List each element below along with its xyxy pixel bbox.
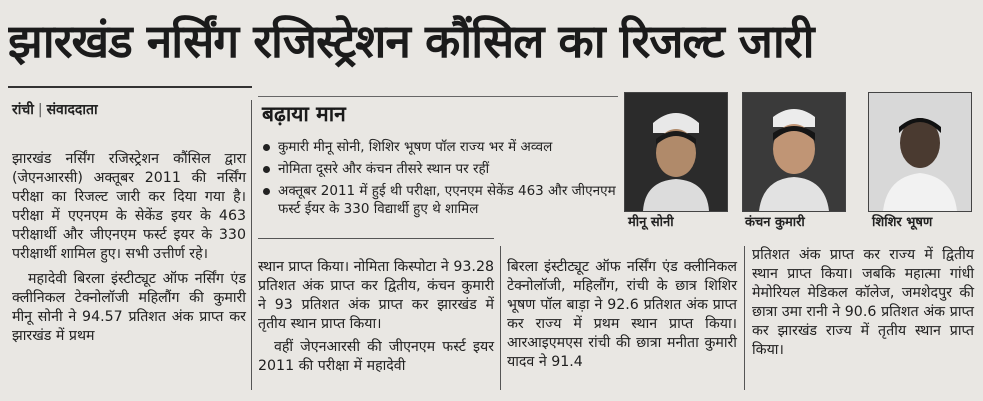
- article-paragraph: वहीं जेएनआरसी की जीएनएम फर्स्ट इयर 2011 की परीक्षा में महादेवी: [258, 339, 494, 374]
- caption-kanchan-kumari: कंचन कुमारी: [745, 215, 805, 230]
- byline-separator: |: [37, 102, 43, 118]
- article-paragraph: प्रतिशत अंक प्राप्त कर राज्य में द्वितीय स्थान प्राप्त किया। जबकि महात्मा गांधी मेमोरियल मेडिकल कॉलेज, जमशेदपुर की छात्रा उमा रानी ने 90.6 प्रतिशत अंक प्राप्त कर झारखंड राज्य में तृतीय स्थान प्राप्त किया।: [752, 247, 974, 358]
- highlight-item: अक्तूबर 2011 में हुई थी परीक्षा, एएनएम सेकेंड 463 और जीएनएम फर्स्ट ईयर के 330 विद्यार्थी हुए थे शामिल: [260, 182, 620, 218]
- column-divider: [500, 246, 501, 390]
- byline: [12, 100, 98, 119]
- highlight-title: बढ़ाया मान: [262, 102, 346, 126]
- section-rule: [258, 238, 494, 239]
- caption-shishir-bhushan: शिशिर भूषण: [872, 215, 933, 230]
- portrait-image: [869, 93, 971, 211]
- portrait-image: [625, 93, 727, 211]
- article-column-4: [752, 246, 974, 360]
- byline-place: रांची: [12, 102, 34, 118]
- article-paragraph: बिरला इंस्टीट्यूट ऑफ नर्सिंग एंड क्लीनिकल टेक्नोलॉजी, महिलौंग, रांची के छात्र शिशिर भूषण पॉल बाड़ा ने 92.6 प्रतिशत अंक प्राप्त कर राज्य में प्रथम स्थान प्राप्त किया। आरआइएमएस रांची की छात्रा मनीता कुमारी यादव ने 91.4: [507, 259, 737, 370]
- portrait-image: [743, 93, 845, 211]
- photo-kanchan-kumari: [742, 92, 846, 212]
- photo-meenu-soni: [624, 92, 728, 212]
- photo-shishir-bhushan: [868, 92, 972, 212]
- caption-meenu-soni: मीनू सोनी: [628, 215, 674, 230]
- column-divider: [744, 246, 745, 390]
- headline-rule: [8, 86, 252, 88]
- article-column-1: [12, 150, 246, 346]
- highlight-rule: [258, 96, 618, 97]
- article-paragraph: महादेवी बिरला इंस्टीट्यूट ऑफ नर्सिंग एंड क्लीनिकल टेक्नोलॉजी महिलौंग की कुमारी मीनू सोनी ने 94.57 प्रतिशत अंक प्राप्त कर झारखंड में प्रथम: [12, 271, 246, 344]
- column-divider: [251, 100, 252, 390]
- article-paragraph: स्थान प्राप्त किया। नोमिता किस्पोटा ने 93.28 प्रतिशत अंक प्राप्त कर द्वितीय, कंचन कुमारी ने 93 प्रतिशत अंक प्राप्त कर झारखंड में तृतीय स्थान प्राप्त किया।: [258, 259, 494, 332]
- highlight-item: कुमारी मीनू सोनी, शिशिर भूषण पॉल राज्य भर में अव्वल: [260, 138, 620, 156]
- article-column-2: [258, 258, 494, 376]
- highlight-item: नोमिता दूसरे और कंचन तीसरे स्थान पर रहीं: [260, 160, 620, 178]
- article-paragraph: झारखंड नर्सिंग रजिस्ट्रेशन कौंसिल द्वारा (जेएनआरसी) अक्तूबर 2011 की नर्सिंग परीक्षा का रिजल्ट जारी कर दिया गया है। परीक्षा में एएनएम के सेकेंड इयर के 463 परीक्षार्थी और जीएनएम फर्स्ट इयर के 330 परीक्षार्थी शामिल हुए। सभी उत्तीर्ण रहे।: [12, 151, 246, 262]
- article-column-3: [507, 258, 737, 372]
- byline-reporter: संवाददाता: [46, 102, 98, 118]
- headline: झारखंड नर्सिंग रजिस्ट्रेशन कौंसिल का रिजल्ट जारी: [8, 14, 814, 68]
- highlight-list: [260, 138, 620, 222]
